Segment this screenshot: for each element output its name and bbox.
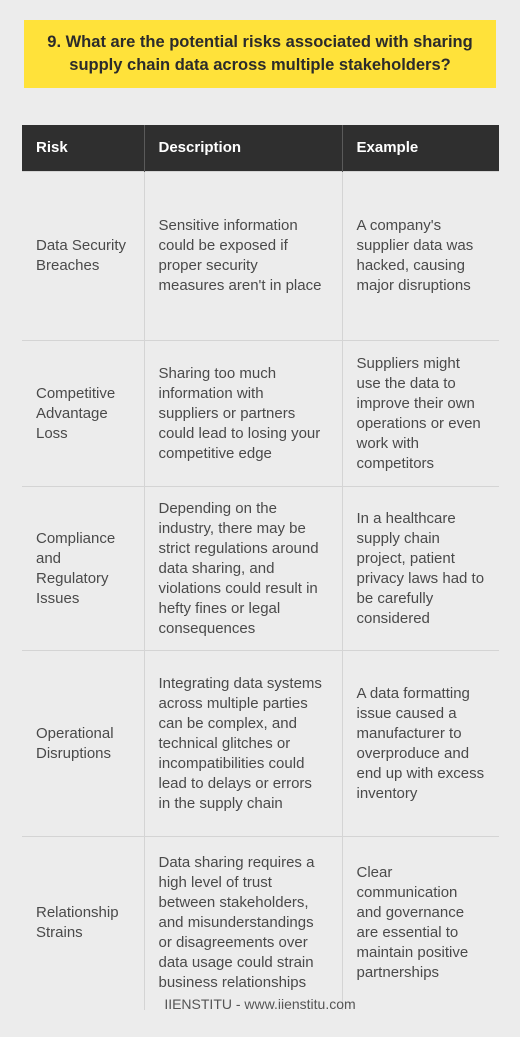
title-banner (24, 20, 496, 88)
description-cell: Data sharing requires a high level of trust between stakeholders, and misunderstandings or disagreements over data usage could strain business relationships (144, 837, 342, 1010)
description-cell: Depending on the industry, there may be strict regulations around data sharing, and violations could result in hefty fines or legal consequences (144, 487, 342, 651)
header-risk: Risk (22, 125, 144, 172)
header-description: Description (144, 125, 342, 172)
example-cell: A data formatting issue caused a manufacturer to overproduce and end up with excess inventory (342, 651, 499, 837)
risk-cell: Compliance and Regulatory Issues (22, 487, 144, 651)
example-cell: Clear communication and governance are essential to maintain positive partnerships (342, 837, 499, 1010)
example-cell: Suppliers might use the data to improve their own operations or even work with competitors (342, 341, 499, 487)
table-row (22, 172, 499, 341)
table-header-row (22, 125, 499, 172)
risk-cell: Competitive Advantage Loss (22, 341, 144, 487)
description-cell: Sharing too much information with suppliers or partners could lead to losing your competitive edge (144, 341, 342, 487)
example-cell: In a healthcare supply chain project, patient privacy laws had to be carefully considered (342, 487, 499, 651)
risk-cell: Relationship Strains (22, 837, 144, 1010)
table-row (22, 651, 499, 837)
table-row (22, 837, 499, 1010)
risk-table (22, 125, 499, 1010)
table-row (22, 487, 499, 651)
page-title: 9. What are the potential risks associated with sharing supply chain data across multiple stakeholders? (47, 33, 473, 74)
risk-cell: Operational Disruptions (22, 651, 144, 837)
risk-cell: Data Security Breaches (22, 172, 144, 341)
footer-credit: IIENSTITU - www.iienstitu.com (164, 996, 356, 1012)
description-cell: Integrating data systems across multiple parties can be complex, and technical glitches or incompatibilities could lead to delays or errors in the supply chain (144, 651, 342, 837)
header-example: Example (342, 125, 499, 172)
example-cell: A company's supplier data was hacked, causing major disruptions (342, 172, 499, 341)
description-cell: Sensitive information could be exposed if proper security measures aren't in place (144, 172, 342, 341)
table-row (22, 341, 499, 487)
